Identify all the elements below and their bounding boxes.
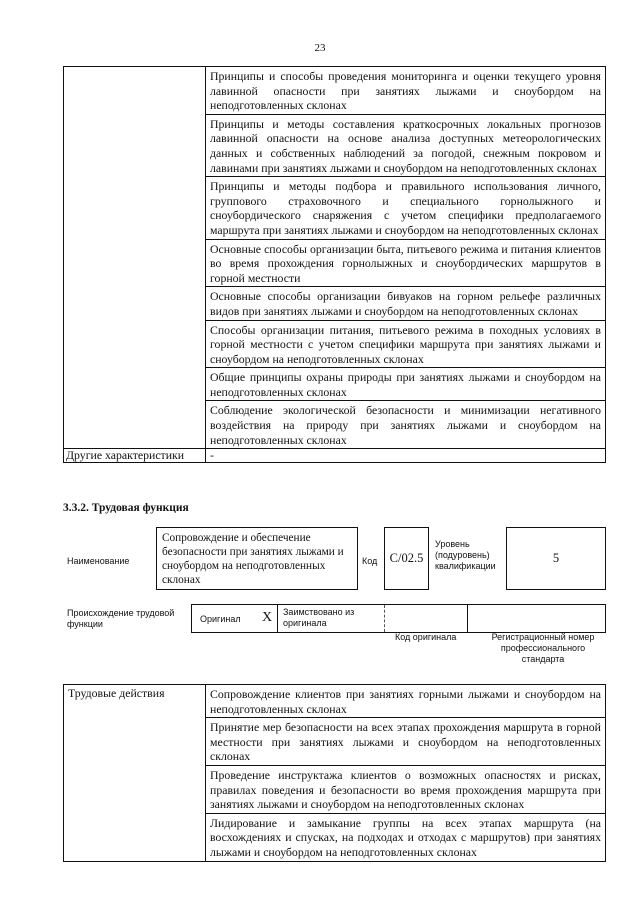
name-label: Наименование bbox=[67, 556, 130, 566]
section-title: 3.3.2. Трудовая функция bbox=[63, 502, 189, 514]
knowledge-item: Общие принципы охраны природы при занятиях лыжами и сноубордом на неподготовленных склонах bbox=[206, 368, 606, 401]
function-name: Сопровождение и обеспечение безопасности при занятиях лыжами и сноубордом на неподготовленных склонах bbox=[156, 527, 358, 590]
origin-divider bbox=[384, 605, 385, 632]
knowledge-item: Способы организации питания, питьевого режима в походных условиях в горной местности с учетом специфики маршрута при занятиях лыжами и сноубордом на неподготовленных склонах bbox=[206, 320, 606, 368]
original-label: Оригинал bbox=[200, 614, 241, 624]
labour-action-item: Проведение инструктажа клиентов о возможных опасностях и рисках, правилах поведения и безопасности во время прохождения маршрута при занятиях лыжами и сноубордом на неподготовленных склонах bbox=[206, 765, 606, 813]
origin-table bbox=[191, 604, 606, 633]
labour-action-item: Лидирование и замыкание группы на всех этапах маршрута (на восхождениях и спусках, на подходах и отходах с маршрутов) при занятиях лыжами и сноубордом на неподготовленных склонах bbox=[206, 813, 606, 861]
knowledge-item: Основные способы организации быта, питьевого режима и питания клиентов во время прохождения горнолыжных и сноубордических маршрутов в горной местности bbox=[206, 239, 606, 287]
table-row bbox=[64, 67, 606, 115]
labour-action-item: Сопровождение клиентов при занятиях горными лыжами и сноубордом на неподготовленных склонах bbox=[206, 685, 606, 718]
origin-divider bbox=[467, 605, 468, 632]
table-row bbox=[64, 685, 606, 718]
origin-label: Происхождение трудовой функции bbox=[67, 608, 175, 629]
borrowed-label: Заимствовано из оригинала bbox=[283, 607, 355, 628]
origin-divider bbox=[277, 605, 278, 632]
code-label: Код bbox=[362, 556, 378, 566]
knowledge-item: Принципы и методы подбора и правильного использования личного, группового страховочного и специального горнолыжного и сноубордического снаряжения с учетом специфики предполагаемого маршрута при занятиях лыжами и сноубордом на неподготовленных склонах bbox=[206, 177, 606, 239]
function-code: С/02.5 bbox=[384, 527, 429, 590]
code-original-caption: Код оригинала bbox=[395, 632, 457, 642]
reg-number-caption: Регистрационный номер профессионального стандарта bbox=[491, 632, 595, 664]
original-mark: Х bbox=[262, 610, 273, 625]
page-number: 23 bbox=[314, 42, 326, 54]
other-characteristics-label: Другие характеристики bbox=[64, 449, 206, 463]
knowledge-item: Принципы и методы составления краткосрочных локальных прогнозов лавинной опасности на основе анализа доступных метеорологических данных и собственных наблюдений за погодой, снежным покровом и лавинами при занятиях лыжами и сноубордом на неподготовленных склонах bbox=[206, 114, 606, 176]
labour-action-item: Принятие мер безопасности на всех этапах прохождения маршрута в горной местности при занятиях лыжами и сноубордом на неподготовленных склонах bbox=[206, 718, 606, 766]
knowledge-table bbox=[63, 66, 606, 463]
knowledge-item: Принципы и способы проведения мониторинга и оценки текущего уровня лавинной опасности при занятиях лыжами и сноубордом на неподготовленных склонах bbox=[206, 67, 606, 115]
knowledge-item: Соблюдение экологической безопасности и минимизации негативного воздействия на природу при занятиях лыжами и сноубордом на неподготовленных склонах bbox=[206, 401, 606, 449]
knowledge-label-cell bbox=[64, 67, 206, 449]
table-row bbox=[64, 449, 606, 463]
labour-actions-label: Трудовые действия bbox=[64, 685, 206, 862]
labour-actions-table bbox=[63, 684, 606, 862]
other-characteristics-value: - bbox=[206, 449, 606, 463]
qualification-level-label: Уровень (подуровень) квалификации bbox=[435, 539, 496, 571]
knowledge-item: Основные способы организации бивуаков на горном рельефе различных видов при занятиях лыжами и сноубордом на неподготовленных склонах bbox=[206, 287, 606, 320]
qualification-level: 5 bbox=[506, 527, 606, 590]
